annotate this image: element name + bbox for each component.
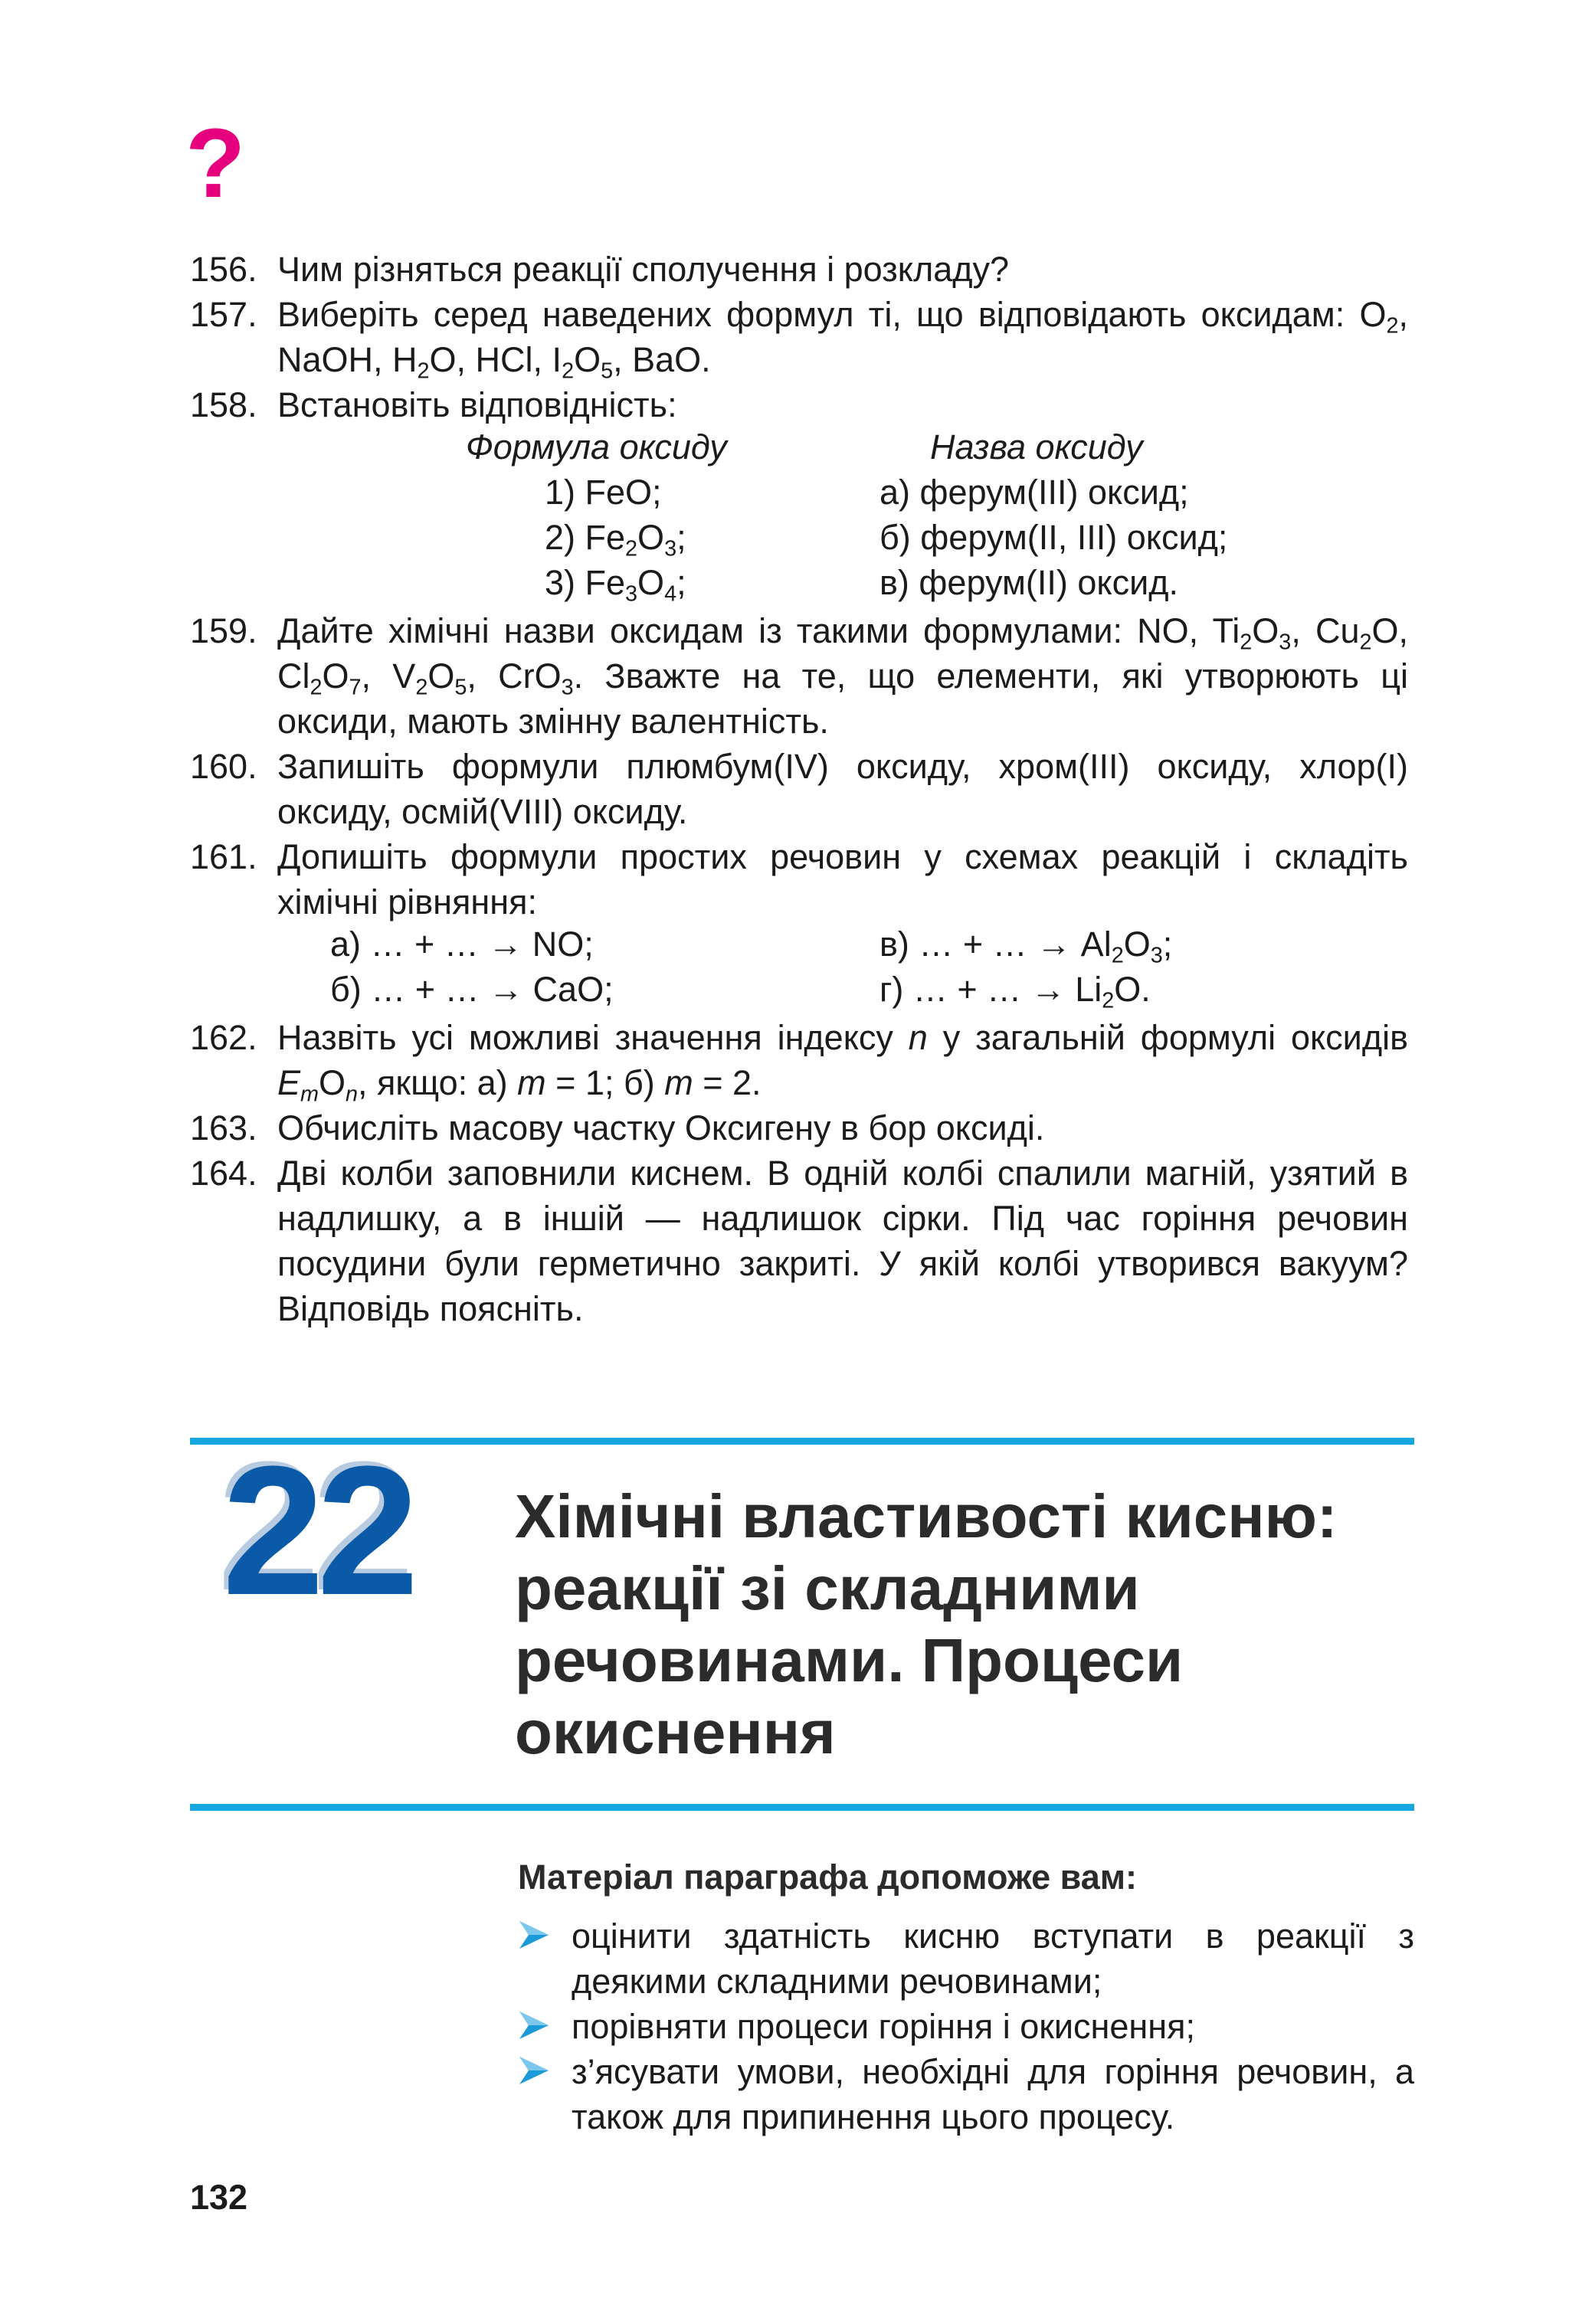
exercise-number: 159.	[190, 611, 257, 650]
question-mark-icon: ?	[185, 109, 246, 218]
chevron-right-icon	[518, 1920, 550, 1950]
exercise-160	[190, 744, 1408, 834]
objective-item	[518, 1913, 1414, 2004]
scheme-a: а) … + … → NO;	[330, 925, 594, 964]
exercise-text: Дайте хімічні назви оксидам із такими формулами: NO, $Ti_2O_3$, $Cu_2O$, $Cl_2O_7$, $V_2O_5$, CrO$_3$. Зважте на те, що елементи, які утворюють ці оксиди, мають змінну валентність.	[277, 611, 1409, 741]
exercise-number: 162.	[190, 1018, 257, 1057]
match-table	[190, 427, 1408, 608]
exercise-number: 160.	[190, 747, 257, 786]
exercise-161	[190, 834, 1408, 925]
chevron-right-icon	[518, 2010, 550, 2041]
exercise-text: Чим різняться реакції сполучення і розкладу?	[277, 250, 1010, 289]
chapter-title-line: речовинами. Процеси	[515, 1626, 1184, 1694]
objective-text: порівняти процеси горіння і окиснення;	[572, 2007, 1195, 2046]
scheme-v: в) … + … → $Al_2O_3$;	[879, 925, 1173, 968]
exercise-156	[190, 247, 1408, 292]
match-name-v: в) ферум(II) оксид.	[879, 563, 1178, 602]
objective-item	[518, 2004, 1414, 2049]
objective-text: з’ясувати умови, необхідні для горіння речовин, а також для припинення цього процесу.	[572, 2052, 1414, 2136]
exercise-list	[190, 247, 1408, 1331]
exercise-text: Допишіть формули простих речовин у схемах реакцій і складіть хімічні рівняння:	[277, 837, 1408, 921]
match-name-a: а) ферум(III) оксид;	[879, 473, 1189, 512]
exercise-158	[190, 382, 1408, 427]
exercise-number: 158.	[190, 385, 257, 424]
exercise-text: Встановіть відповідність:	[277, 385, 677, 424]
exercise-163	[190, 1105, 1408, 1151]
exercise-text: Виберіть серед наведених формул ті, що відповідають оксидам: $O_2$, NaOH, $H_2O$, HCl, $I_2O_5$, BaO.	[277, 295, 1408, 384]
objective-text: оцінити здатність кисню вступати в реакції з деякими складними речовинами;	[572, 1916, 1414, 2001]
chapter-title-line: окиснення	[515, 1698, 836, 1766]
match-header-formula: Формула оксиду	[466, 427, 727, 466]
objective-item	[518, 2049, 1414, 2139]
exercise-number: 156.	[190, 250, 257, 289]
exercise-number: 161.	[190, 837, 257, 876]
exercise-text: Дві колби заповнили киснем. В одній колбі спалили магній, узятий в надлишку, а в іншій — надлишок сірки. Під час горіння речовин посудини були герметично закриті. У якій колбі утворився вакуум? Відповідь поясніть.	[277, 1154, 1408, 1328]
match-formula-3: 3) $Fe_3O_4$;	[545, 563, 686, 607]
reaction-schemes	[190, 925, 1408, 1015]
page-number: 132	[190, 2178, 248, 2217]
exercise-164	[190, 1151, 1408, 1331]
chapter-number: 22	[222, 1428, 411, 1633]
chevron-right-icon	[518, 2055, 550, 2086]
exercise-157	[190, 292, 1408, 382]
exercise-number: 163.	[190, 1108, 257, 1147]
chapter-title-line: реакції зі складними	[515, 1554, 1140, 1622]
objectives-heading: Матеріал параграфа допоможе вам:	[518, 1858, 1138, 1897]
chapter-title-line: Хімічні властивості кисню:	[515, 1482, 1338, 1550]
exercise-162	[190, 1015, 1408, 1105]
scheme-b: б) … + … → CaO;	[330, 970, 614, 1009]
exercise-number: 157.	[190, 295, 257, 334]
match-formula-2: 2) $Fe_2O_3$;	[545, 518, 686, 561]
exercise-text: Обчисліть масову частку Оксигену в бор оксиді.	[277, 1108, 1045, 1147]
exercise-number: 164.	[190, 1154, 257, 1193]
exercise-text: Запишіть формули плюмбум(IV) оксиду, хром(III) оксиду, хлор(I) оксиду, осмій(VIII) оксиду.	[277, 747, 1408, 831]
exercise-text: Назвіть усі можливі значення індексу n у загальній формулі оксидів $E_mO_n$, якщо: а) m = 1; б) m = 2.	[277, 1018, 1408, 1107]
match-header-name: Назва оксиду	[930, 427, 1143, 466]
match-name-b: б) ферум(II, III) оксид;	[879, 518, 1228, 557]
scheme-g: г) … + … → $Li_2O$.	[879, 970, 1151, 1013]
objectives-list	[518, 1913, 1414, 2139]
match-formula-1: 1) FeO;	[545, 473, 662, 512]
exercise-159	[190, 608, 1408, 744]
chapter-bottom-rule	[190, 1804, 1414, 1811]
chapter-title	[515, 1481, 1419, 1769]
